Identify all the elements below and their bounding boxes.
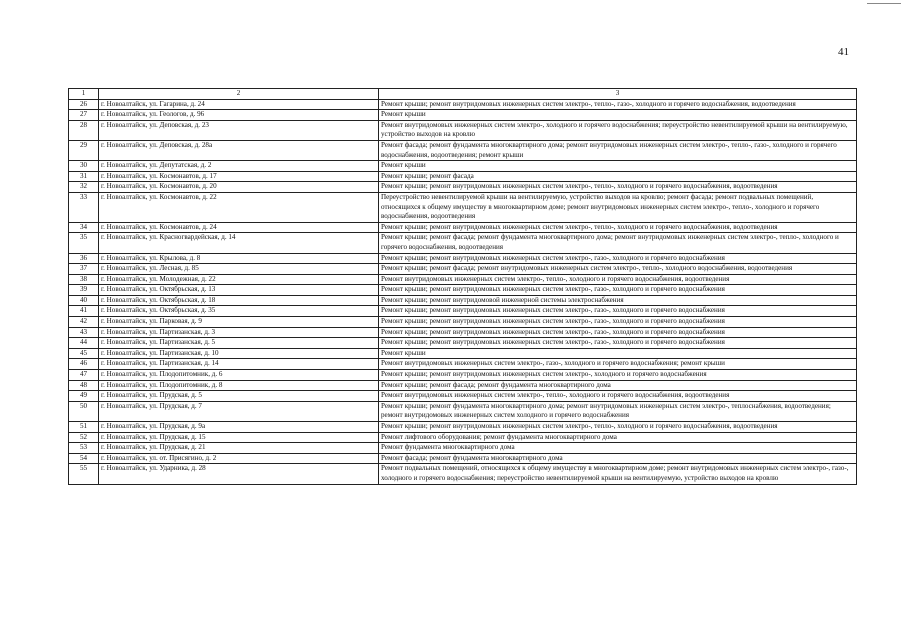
row-number: 53	[69, 443, 99, 454]
table-row	[69, 464, 857, 484]
row-work-types: Ремонт крыши; ремонт фундамента многоквартирного дома; ремонт внутридомовых инженерных систем электро-, теплоснабжения, водоотведения; ремонт внутридомовых инженерных систем холодного и горячего водоснабжения	[379, 401, 857, 421]
row-number: 37	[69, 264, 99, 275]
table-row	[69, 443, 857, 454]
row-number: 38	[69, 274, 99, 285]
row-work-types: Ремонт внутридомовых инженерных систем электро-, тепло-, холодного и горячего водоснабжения, водоотведения	[379, 274, 857, 285]
row-address: г. Новоалтайск, ул. Партизанская, д. 14	[99, 359, 379, 370]
row-work-types: Ремонт внутридомовых инженерных систем электро-, тепло-, холодного и горячего водоснабжения, водоотведения	[379, 391, 857, 402]
row-work-types: Ремонт подвальных помещений, относящихся к общему имуществу в многоквартирном доме; ремонт внутридомовых инженерных систем электро-, газо-, холодного и горячего водоснабжения; переустройство невентилируемой крыши на вентилируемую, устройство выходов на кровлю	[379, 464, 857, 484]
row-address: г. Новоалтайск, ул. Партизанская, д. 3	[99, 327, 379, 338]
row-work-types: Ремонт внутридомовых инженерных систем электро-, газо-, холодного и горячего водоснабжения; ремонт крыши	[379, 359, 857, 370]
row-work-types: Ремонт крыши; ремонт внутридомовых инженерных систем электро-, газо-, холодного и горячего водоснабжения	[379, 317, 857, 328]
table-row	[69, 370, 857, 381]
row-number: 26	[69, 99, 99, 110]
row-number: 31	[69, 171, 99, 182]
row-address: г. Новоалтайск, ул. Космонавтов, д. 17	[99, 171, 379, 182]
table-row	[69, 182, 857, 193]
row-address: г. Новоалтайск, ул. Лесная, д. 85	[99, 264, 379, 275]
row-number: 35	[69, 233, 99, 253]
row-number: 51	[69, 422, 99, 433]
row-work-types: Ремонт крыши; ремонт внутридомовых инженерных систем электро-, тепло-, газо-, холодного и горячего водоснабжения, водоотведения	[379, 99, 857, 110]
table-row	[69, 253, 857, 264]
row-work-types: Ремонт крыши; ремонт фасада; ремонт фундамента многоквартирного дома	[379, 380, 857, 391]
page-number: 41	[838, 46, 849, 58]
row-address: г. Новоалтайск, ул. Прудская, д. 7	[99, 401, 379, 421]
row-address: г. Новоалтайск, ул. Гагарина, д. 24	[99, 99, 379, 110]
row-address: г. Новоалтайск, ул. Геологов, д. 96	[99, 110, 379, 121]
row-work-types: Ремонт крыши	[379, 161, 857, 172]
table-header-row	[69, 89, 857, 100]
row-work-types: Ремонт крыши; ремонт внутридомовых инженерных систем электро-, тепло-, холодного и горячего водоснабжения, водоотведения	[379, 182, 857, 193]
row-work-types: Ремонт крыши; ремонт фасада; ремонт фундамента многоквартирного дома; ремонт внутридомовых инженерных систем электро-, тепло-, холодного и горячего водоснабжения, водоотведения	[379, 233, 857, 253]
row-work-types: Ремонт крыши; ремонт внутридомовых инженерных систем электро-, газо-, холодного и горячего водоснабжения	[379, 338, 857, 349]
header-col-1: 1	[69, 89, 99, 100]
row-address: г. Новоалтайск, ул. Прудская, д. 15	[99, 432, 379, 443]
row-number: 55	[69, 464, 99, 484]
row-work-types: Ремонт крыши; ремонт внутридомовой инженерной системы электроснабжения	[379, 295, 857, 306]
row-number: 40	[69, 295, 99, 306]
row-work-types: Ремонт фундамента многоквартирного дома	[379, 443, 857, 454]
row-address: г. Новоалтайск, ул. Октябрьская, д. 13	[99, 285, 379, 296]
table-row	[69, 192, 857, 222]
row-work-types: Ремонт крыши; ремонт внутридомовых инженерных систем электро-, тепло-, холодного и горячего водоснабжения, водоотведения	[379, 222, 857, 233]
table-row	[69, 120, 857, 140]
row-number: 32	[69, 182, 99, 193]
table-row	[69, 295, 857, 306]
row-address: г. Новоалтайск, ул. Молодежная, д. 22	[99, 274, 379, 285]
row-address: г. Новоалтайск, ул. от. Присягино, д. 2	[99, 453, 379, 464]
table-row	[69, 327, 857, 338]
row-address: г. Новоалтайск, ул. Прудская, д. 9а	[99, 422, 379, 433]
header-col-3: 3	[379, 89, 857, 100]
table-row	[69, 401, 857, 421]
row-address: г. Новоалтайск, ул. Парковая, д. 9	[99, 317, 379, 328]
row-address: г. Новоалтайск, ул. Космонавтов, д. 24	[99, 222, 379, 233]
row-address: г. Новоалтайск, ул. Плодопитомник, д. 8	[99, 380, 379, 391]
row-number: 29	[69, 140, 99, 160]
row-number: 47	[69, 370, 99, 381]
row-address: г. Новоалтайск, ул. Космонавтов, д. 22	[99, 192, 379, 222]
row-number: 45	[69, 348, 99, 359]
table-row	[69, 222, 857, 233]
row-number: 30	[69, 161, 99, 172]
row-number: 33	[69, 192, 99, 222]
row-work-types: Ремонт фасада; ремонт фундамента многоквартирного дома	[379, 453, 857, 464]
table-row	[69, 453, 857, 464]
row-address: г. Новоалтайск, ул. Красногвардейская, д. 14	[99, 233, 379, 253]
repair-register-table	[68, 88, 857, 485]
row-work-types: Ремонт крыши; ремонт внутридомовых инженерных систем электро-, газо-, холодного и горячего водоснабжения	[379, 285, 857, 296]
row-address: г. Новоалтайск, ул. Крылова, д. 8	[99, 253, 379, 264]
row-address: г. Новоалтайск, ул. Космонавтов, д. 20	[99, 182, 379, 193]
row-number: 42	[69, 317, 99, 328]
row-work-types: Ремонт крыши; ремонт внутридомовых инженерных систем электро-, газо-, холодного и горячего водоснабжения	[379, 253, 857, 264]
row-work-types: Ремонт фасада; ремонт фундамента многоквартирного дома; ремонт внутридомовых инженерных систем электро-, тепло-, газо-, холодного и горячего водоснабжения, водоотведения; ремонт крыши	[379, 140, 857, 160]
row-number: 43	[69, 327, 99, 338]
table-row	[69, 264, 857, 275]
table-row	[69, 306, 857, 317]
row-number: 46	[69, 359, 99, 370]
row-work-types: Ремонт внутридомовых инженерных систем электро-, холодного и горячего водоснабжения; переустройство невентилируемой крыши на вентилируемую, устройство выходов на кровлю	[379, 120, 857, 140]
row-number: 34	[69, 222, 99, 233]
table-row	[69, 317, 857, 328]
row-work-types: Ремонт крыши; ремонт внутридомовых инженерных систем электро-, газо-, холодного и горячего водоснабжения	[379, 306, 857, 317]
table-row	[69, 99, 857, 110]
table-row	[69, 432, 857, 443]
table-row	[69, 338, 857, 349]
table-row	[69, 380, 857, 391]
table-row	[69, 274, 857, 285]
table-row	[69, 140, 857, 160]
table-row	[69, 171, 857, 182]
row-number: 28	[69, 120, 99, 140]
row-number: 49	[69, 391, 99, 402]
row-number: 44	[69, 338, 99, 349]
row-address: г. Новоалтайск, ул. Деповская, д. 23	[99, 120, 379, 140]
row-work-types: Ремонт крыши; ремонт внутридомовых инженерных систем электро-, газо-, холодного и горячего водоснабжения	[379, 327, 857, 338]
table-body	[69, 89, 857, 485]
row-number: 50	[69, 401, 99, 421]
row-address: г. Новоалтайск, ул. Ударника, д. 28	[99, 464, 379, 484]
row-address: г. Новоалтайск, ул. Партизанская, д. 10	[99, 348, 379, 359]
table-row	[69, 348, 857, 359]
row-address: г. Новоалтайск, ул. Октябрьская, д. 18	[99, 295, 379, 306]
row-address: г. Новоалтайск, ул. Партизанская, д. 5	[99, 338, 379, 349]
row-work-types: Ремонт крыши	[379, 110, 857, 121]
row-work-types: Переустройство невентилируемой крыши на вентилируемую, устройство выходов на кровлю; ремонт фасада; ремонт подвальных помещений, относящихся к общему имуществу в многоквартирном доме; ремонт внутридомовых инженерных систем электро-, тепло-, холодного и горячего водоснабжения, водоотведения	[379, 192, 857, 222]
row-address: г. Новоалтайск, ул. Депутатская, д. 2	[99, 161, 379, 172]
row-address: г. Новоалтайск, ул. Плодопитомник, д. 6	[99, 370, 379, 381]
row-work-types: Ремонт крыши; ремонт фасада	[379, 171, 857, 182]
row-work-types: Ремонт крыши; ремонт внутридомовых инженерных систем электро-, холодного и горячего водоснабжения	[379, 370, 857, 381]
row-number: 41	[69, 306, 99, 317]
row-number: 52	[69, 432, 99, 443]
header-col-2: 2	[99, 89, 379, 100]
row-work-types: Ремонт крыши	[379, 348, 857, 359]
table-row	[69, 422, 857, 433]
row-work-types: Ремонт крыши; ремонт фасада; ремонт внутридомовых инженерных систем электро-, тепло-, холодного водоснабжения, водоотведения	[379, 264, 857, 275]
row-number: 27	[69, 110, 99, 121]
table-row	[69, 391, 857, 402]
row-number: 48	[69, 380, 99, 391]
table-row	[69, 233, 857, 253]
row-address: г. Новоалтайск, ул. Октябрьская, д. 35	[99, 306, 379, 317]
table-row	[69, 161, 857, 172]
row-work-types: Ремонт крыши; ремонт внутридомовых инженерных систем электро-, тепло-, холодного и горячего водоснабжения, водоотведения	[379, 422, 857, 433]
table-row	[69, 110, 857, 121]
row-number: 39	[69, 285, 99, 296]
row-address: г. Новоалтайск, ул. Прудская, д. 5	[99, 391, 379, 402]
row-number: 36	[69, 253, 99, 264]
row-number: 54	[69, 453, 99, 464]
table-row	[69, 285, 857, 296]
row-address: г. Новоалтайск, ул. Прудская, д. 21	[99, 443, 379, 454]
row-work-types: Ремонт лифтового оборудования; ремонт фундамента многоквартирного дома	[379, 432, 857, 443]
scan-edge-line	[867, 3, 901, 4]
table-row	[69, 359, 857, 370]
row-address: г. Новоалтайск, ул. Деповская, д. 28а	[99, 140, 379, 160]
